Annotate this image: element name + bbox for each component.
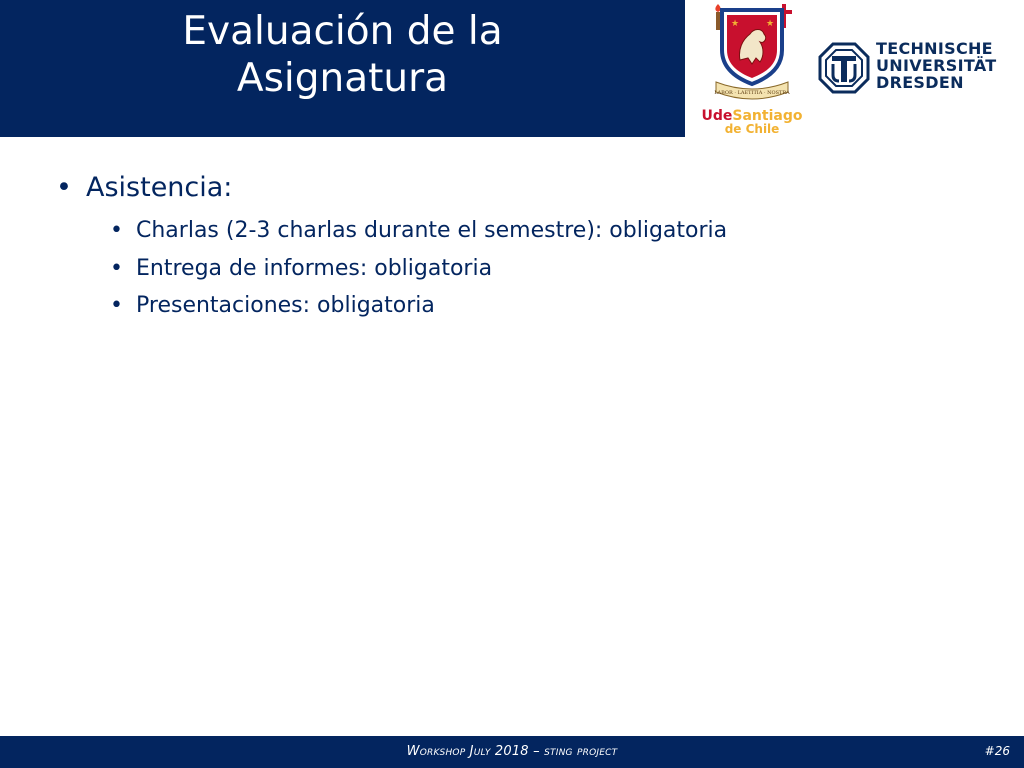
usach-motto: LABOR · LAETITIA · NOSTRA	[714, 90, 790, 96]
usach-logo	[701, 2, 803, 136]
sub-bullet-charlas: • Charlas (2-3 charlas durante el semestre): obligatoria	[110, 212, 956, 250]
slide-content	[56, 170, 956, 325]
tud-line2: UNIVERSITÄT	[876, 56, 997, 75]
usach-wordmark-line2: de Chile	[724, 122, 780, 136]
tud-line1: TECHNISCHE	[876, 39, 993, 58]
tud-wordmark	[876, 40, 996, 91]
slide-title-line2: Asignatura	[236, 56, 449, 101]
page-number: #26	[984, 744, 1010, 758]
sub-bullet-informes: • Entrega de informes: obligatoria	[110, 250, 956, 288]
slide-title	[0, 8, 685, 102]
svg-text:★: ★	[731, 19, 740, 29]
svg-text:★: ★	[766, 19, 775, 29]
footer-band	[0, 736, 1024, 768]
tud-line3: DRESDEN	[876, 73, 964, 92]
sub-bullet-list	[110, 212, 956, 325]
slide-title-line1: Evaluación de la	[182, 9, 503, 54]
tud-emblem-icon	[818, 42, 870, 94]
bullet-asistencia: • Asistencia:	[56, 170, 956, 206]
tud-logo	[818, 40, 998, 98]
sub-bullet-presentaciones: • Presentaciones: obligatoria	[110, 287, 956, 325]
footer-text: Workshop July 2018 – sting project	[406, 744, 618, 759]
torch-icon	[715, 4, 720, 30]
usach-wordmark: UdeSantiago	[701, 108, 803, 124]
